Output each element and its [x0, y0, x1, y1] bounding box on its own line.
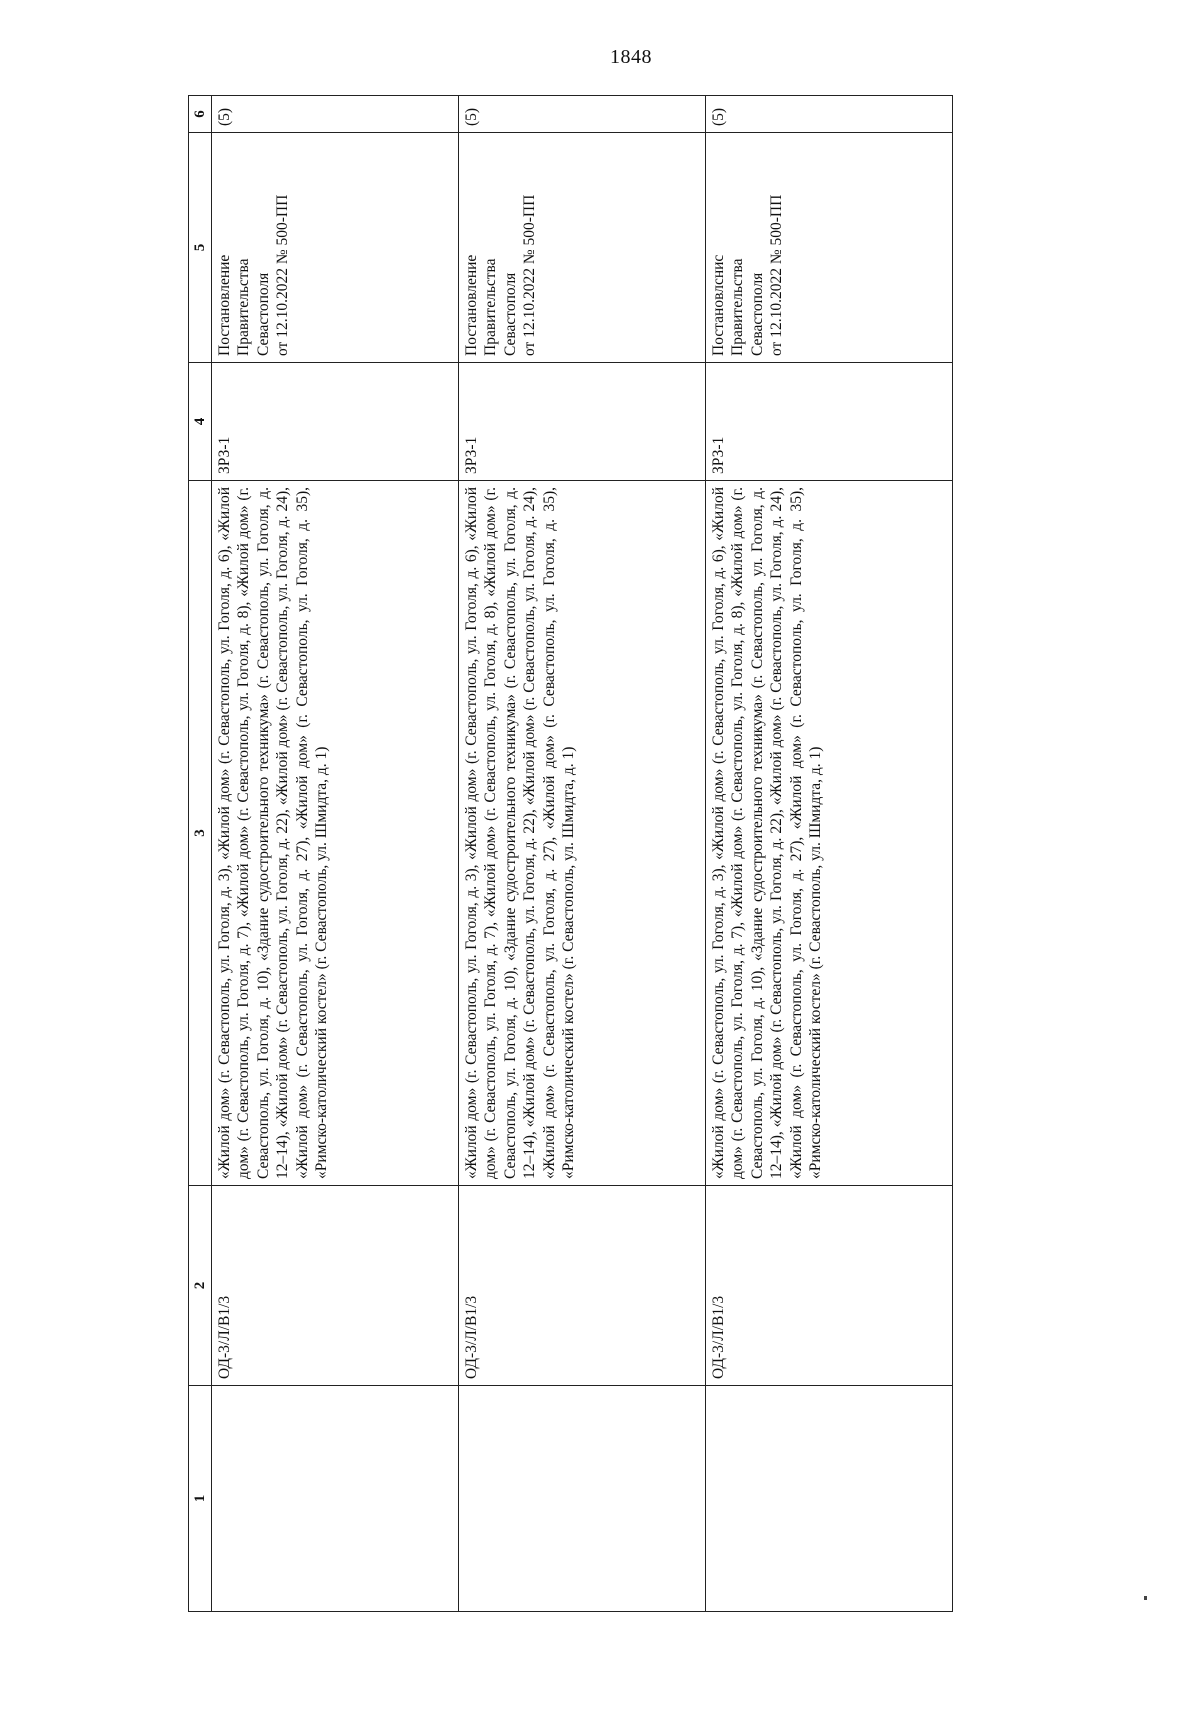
rotated-table-frame — [188, 96, 943, 1612]
row-2-document — [459, 133, 706, 363]
table-row — [459, 96, 706, 1612]
row-1-document-line: Постановление — [216, 254, 233, 356]
row-1-zone-code: ОД-3/Л/В1/3 — [212, 1186, 459, 1386]
rotated-table-content — [188, 96, 943, 1612]
table-row — [706, 96, 953, 1612]
row-3-col-1 — [706, 1386, 953, 1612]
row-1-zone-type: ЗРЗ-1 — [212, 363, 459, 481]
registry-table — [188, 95, 953, 1612]
row-2-note: (5) — [459, 96, 706, 133]
row-3-document-line: Правительства — [729, 258, 747, 356]
header-col-6: 6 — [189, 96, 212, 133]
page-number: 1848 — [610, 46, 652, 68]
row-1-note: (5) — [212, 96, 459, 133]
row-2-document-line: Севастополя — [501, 272, 519, 356]
row-1-document-line: Правительства — [235, 258, 253, 356]
row-1-document-line: от 12.10.2022 № 500-ПП — [274, 194, 292, 356]
row-3-document — [706, 133, 953, 363]
header-col-1: 1 — [189, 1386, 212, 1612]
header-col-3: 3 — [189, 481, 212, 1186]
row-1-document — [212, 133, 459, 363]
header-col-4: 4 — [189, 363, 212, 481]
row-2-objects-list: «Жилой дом» (г. Севастополь, ул. Гоголя, д. 3), «Жилой дом» (г. Севастополь, ул. Гоголя, д. 6), «Жилой дом» (г. Севастополь, ул. Гоголя, д. 7), «Жилой дом» (г. Севастополь, ул. Гоголя, д. 8), «Жилой дом» (г. Севастополь, ул. Гоголя, д. 10), «Здание судостроительного техникума» (г. Севастополь, ул. Гоголя, д. 12–14), «Жилой дом» (г. Севастополь, ул. Гоголя, д. 22), «Жилой дом» (г. Севастополь, ул. Гоголя, д. 24), «Жилой дом» (г. Севастополь, ул. Гоголя, д. 27), «Жилой дом» (г. Севастополь, ул. Гоголя, д. 35), «Римско-католический костел» (г. Севастополь, ул. Шмидта, д. 1) — [459, 481, 706, 1186]
row-2-zone-code: ОД-3/Л/В1/3 — [459, 1186, 706, 1386]
row-3-zone-type: ЗРЗ-1 — [706, 363, 953, 481]
row-1-objects-list: «Жилой дом» (г. Севастополь, ул. Гоголя, д. 3), «Жилой дом» (г. Севастополь, ул. Гоголя, д. 6), «Жилой дом» (г. Севастополь, ул. Гоголя, д. 7), «Жилой дом» (г. Севастополь, ул. Гоголя, д. 8), «Жилой дом» (г. Севастополь, ул. Гоголя, д. 10), «Здание судостроительного техникума» (г. Севастополь, ул. Гоголя, д. 12–14), «Жилой дом» (г. Севастополь, ул. Гоголя, д. 22), «Жилой дом» (г. Севастополь, ул. Гоголя, д. 24), «Жилой дом» (г. Севастополь, ул. Гоголя, д. 27), «Жилой дом» (г. Севастополь, ул. Гоголя, д. 35), «Римско-католический костел» (г. Севастополь, ул. Шмидта, д. 1) — [212, 481, 459, 1186]
row-1-col-1 — [212, 1386, 459, 1612]
row-3-objects-list: «Жилой дом» (г. Севастополь, ул. Гоголя, д. 3), «Жилой дом» (г. Севастополь, ул. Гоголя, д. 6), «Жилой дом» (г. Севастополь, ул. Гоголя, д. 7), «Жилой дом» (г. Севастополь, ул. Гоголя, д. 8), «Жилой дом» (г. Севастополь, ул. Гоголя, д. 10), «Здание судостроительного техникума» (г. Севастополь, ул. Гоголя, д. 12–14), «Жилой дом» (г. Севастополь, ул. Гоголя, д. 22), «Жилой дом» (г. Севастополь, ул. Гоголя, д. 24), «Жилой дом» (г. Севастополь, ул. Гоголя, д. 27), «Жилой дом» (г. Севастополь, ул. Гоголя, д. 35), «Римско-католический костел» (г. Севастополь, ул. Шмидта, д. 1) — [706, 481, 953, 1186]
header-col-5: 5 — [189, 133, 212, 363]
row-3-note: (5) — [706, 96, 953, 133]
row-2-col-1 — [459, 1386, 706, 1612]
row-2-zone-type: ЗРЗ-1 — [459, 363, 706, 481]
row-2-document-line: от 12.10.2022 № 500-ПП — [521, 194, 539, 356]
row-3-document-line: от 12.10.2022 № 500-ПП — [768, 194, 786, 356]
table-header-row — [189, 96, 212, 1612]
row-3-zone-code: ОД-3/Л/В1/3 — [706, 1186, 953, 1386]
table-row — [212, 96, 459, 1612]
row-3-document-line: Севастополя — [748, 272, 766, 356]
row-3-document-line: Постановлснис — [710, 254, 727, 356]
row-2-document-line: Постановление — [463, 254, 480, 356]
scan-speck — [1144, 1596, 1147, 1600]
row-2-document-line: Правительства — [482, 258, 500, 356]
row-1-document-line: Севастополя — [254, 272, 272, 356]
header-col-2: 2 — [189, 1186, 212, 1386]
